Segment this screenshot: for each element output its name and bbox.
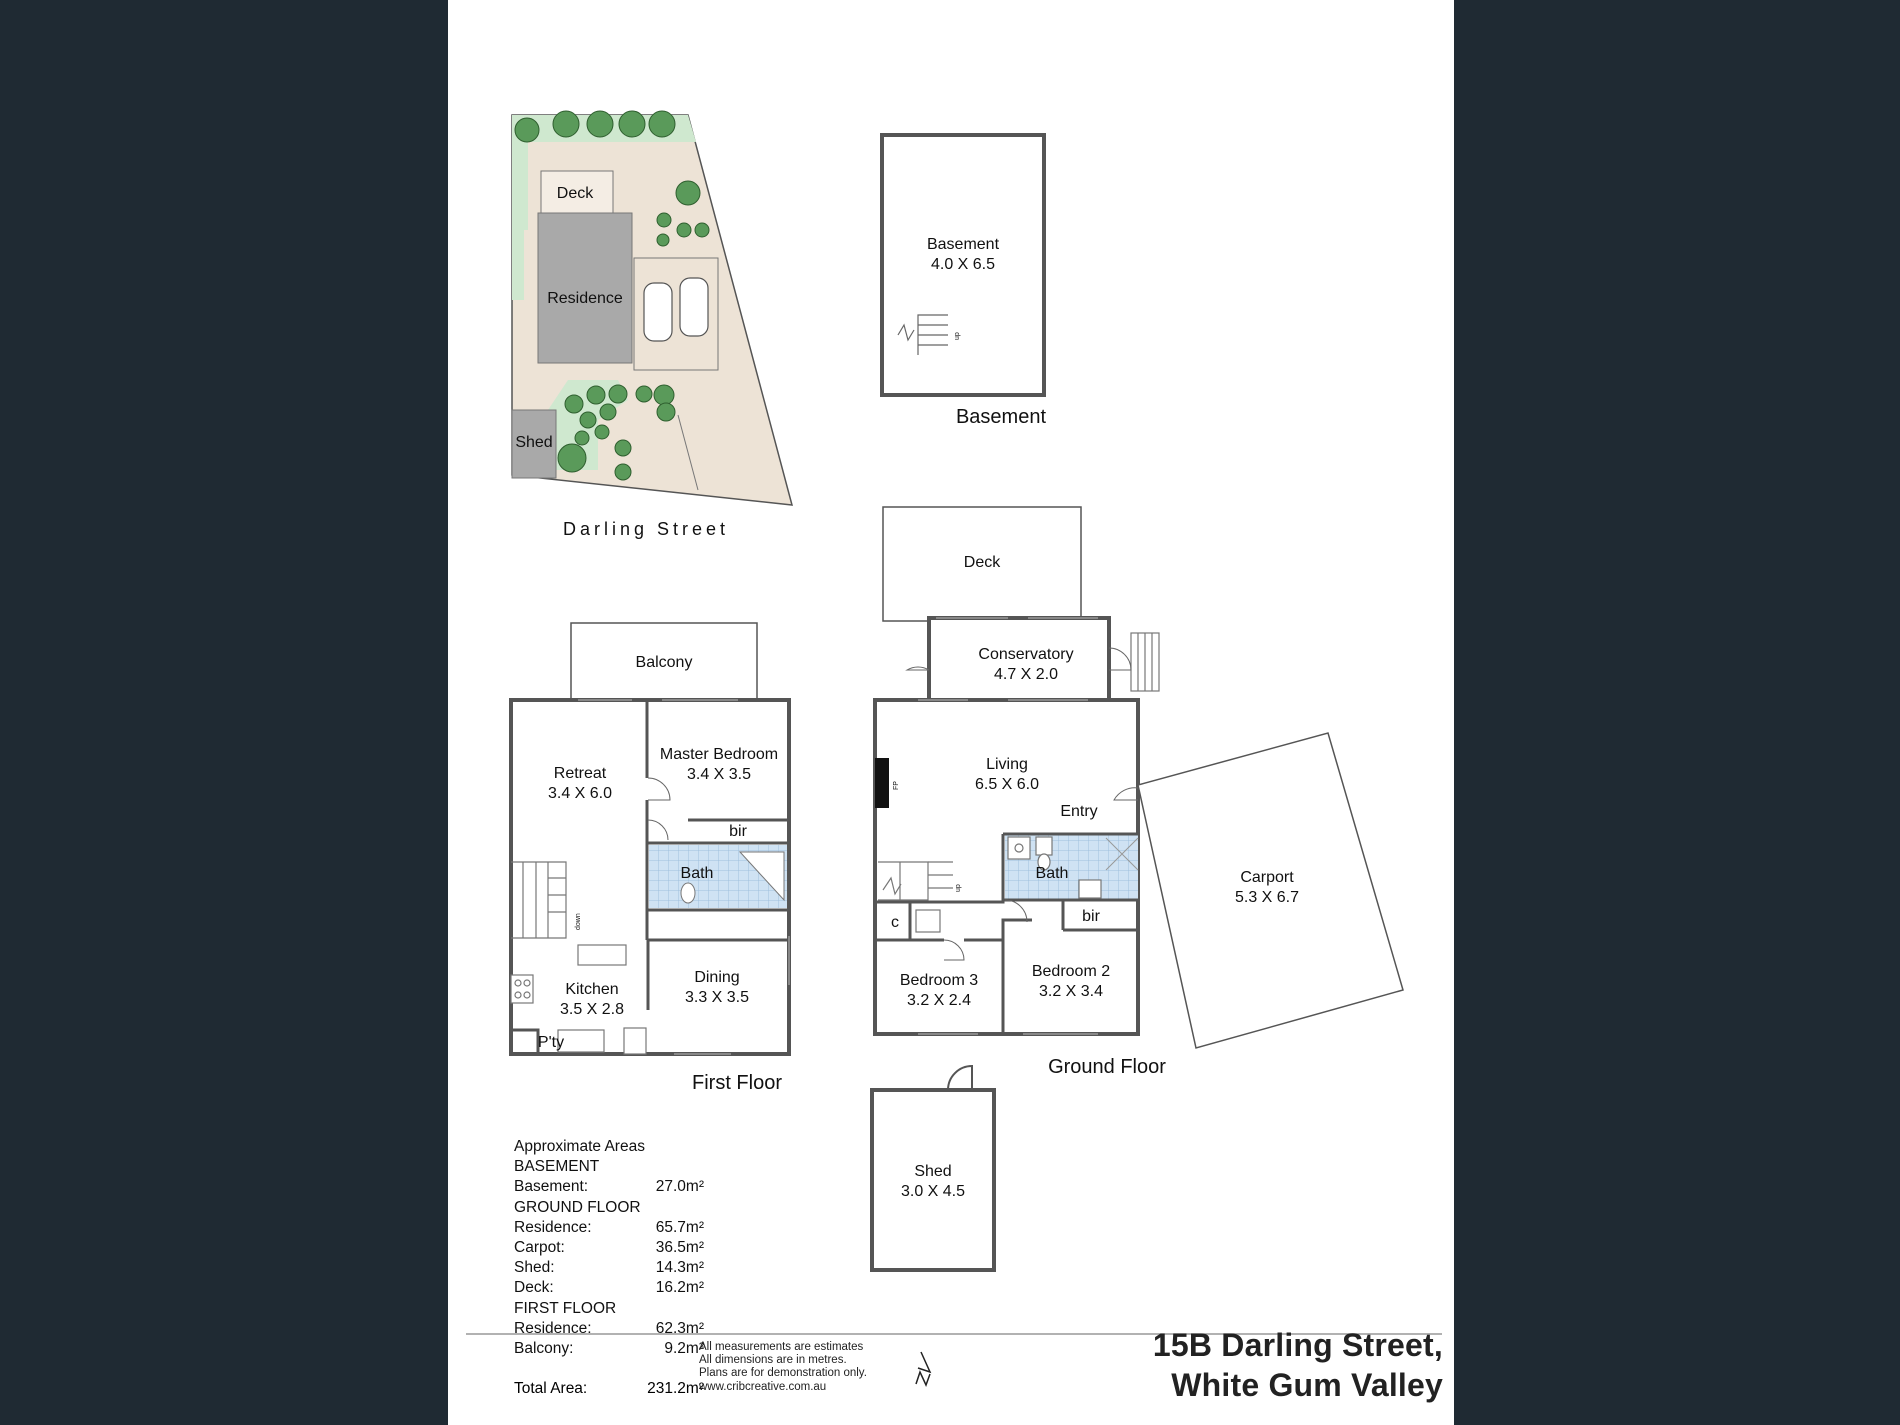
gf-shed-label: Shed: [914, 1163, 952, 1180]
fireplace: [875, 758, 889, 808]
gf-conservatory-dims: 4.7 X 2.0: [993, 666, 1059, 683]
area-label: Shed:: [514, 1259, 555, 1277]
ff-dining-label: Dining: [694, 969, 740, 986]
gf-bed2-label: Bedroom 2: [1031, 963, 1111, 980]
property-address: [1088, 1325, 1443, 1405]
ff-pantry-label: P'ty: [537, 1034, 565, 1051]
site-deck-label: Deck: [556, 185, 594, 202]
basement-stair-up-label: up: [954, 332, 961, 340]
area-value: 14.3m²: [655, 1259, 704, 1277]
ff-bath-label: Bath: [680, 865, 714, 882]
areas-row: [514, 1177, 704, 1197]
area-value: 27.0m²: [655, 1178, 704, 1196]
gf-stair-up-label: up: [955, 884, 962, 892]
gf-bed3-label: Bedroom 3: [899, 972, 979, 989]
floor-plan-sheet: [448, 0, 1454, 1425]
site-residence-label: Residence: [547, 290, 623, 307]
areas-first-heading: FIRST FLOOR: [514, 1299, 617, 1317]
gf-carport-dims: 5.3 X 6.7: [1234, 889, 1300, 906]
gf-bed2-dims: 3.2 X 3.4: [1038, 983, 1104, 1000]
gf-living-dims: 6.5 X 6.0: [974, 776, 1040, 793]
first-floor-caption: First Floor: [692, 1072, 782, 1094]
areas-row: [514, 1238, 704, 1258]
compass-icon: [916, 1352, 930, 1385]
ff-retreat-dims: 3.4 X 6.0: [547, 785, 613, 802]
ff-stair-down-label: down: [575, 913, 582, 930]
area-label: Balcony:: [514, 1340, 574, 1358]
ff-dining-dims: 3.3 X 3.5: [684, 989, 750, 1006]
area-value: 16.2m²: [655, 1279, 704, 1297]
disclaimer-line: All measurements are estimates: [699, 1341, 864, 1353]
gf-shed-dims: 3.0 X 4.5: [900, 1183, 966, 1200]
areas-total-row: [514, 1380, 704, 1398]
ff-master-label: Master Bedroom: [659, 746, 779, 763]
area-value: 65.7m²: [655, 1218, 704, 1236]
site-shed-label: Shed: [515, 434, 553, 451]
disclaimer-line: Plans are for demonstration only.: [699, 1367, 867, 1380]
area-label: Carpot:: [514, 1239, 565, 1257]
area-value: 36.5m²: [655, 1239, 704, 1257]
areas-basement-heading: BASEMENT: [514, 1158, 600, 1176]
areas-row: [514, 1278, 704, 1298]
gf-conservatory-label: Conservatory: [978, 646, 1074, 663]
gf-closet-label: c: [891, 914, 899, 931]
gf-carport-label: Carport: [1240, 869, 1294, 886]
basement-room-dims: 4.0 X 6.5: [930, 256, 996, 273]
gf-bed3-dims: 3.2 X 2.4: [906, 992, 972, 1009]
gf-bath-label: Bath: [1035, 865, 1069, 882]
areas-row: [514, 1339, 704, 1359]
gf-deck-label: Deck: [963, 554, 1001, 571]
disclaimer: [699, 1341, 899, 1394]
areas-row: [514, 1258, 704, 1278]
area-label: Residence:: [514, 1218, 592, 1236]
disclaimer-link[interactable]: www.cribcreative.com.au: [699, 1380, 827, 1393]
areas-table: [514, 1137, 704, 1359]
gf-steps: [1131, 633, 1159, 691]
address-line-2: White Gum Valley: [1171, 1367, 1443, 1403]
site-residence-roof: [538, 213, 632, 363]
gf-shed: [872, 1090, 994, 1270]
ground-floor-caption: Ground Floor: [1048, 1056, 1166, 1078]
areas-row: [514, 1319, 704, 1339]
disclaimer-line: All dimensions are in metres.: [699, 1354, 847, 1367]
ff-retreat-label: Retreat: [553, 765, 607, 782]
areas-heading: Approximate Areas: [514, 1138, 645, 1155]
area-label: Basement:: [514, 1178, 589, 1196]
area-value: 62.3m²: [655, 1319, 704, 1337]
ground-floor-plan: [872, 507, 1403, 1270]
ff-master-dims: 3.4 X 3.5: [686, 766, 752, 783]
ff-balcony-label: Balcony: [635, 654, 693, 671]
ff-bir-label: bir: [729, 823, 747, 840]
area-label: Residence:: [514, 1319, 592, 1337]
areas-row: [514, 1218, 704, 1238]
area-label: Deck:: [514, 1279, 554, 1297]
fireplace-label: FP: [893, 781, 900, 790]
gf-entry-label: Entry: [1060, 803, 1098, 820]
areas-ground-heading: GROUND FLOOR: [514, 1198, 641, 1216]
gf-bir-label: bir: [1082, 908, 1100, 925]
ff-kitchen-label: Kitchen: [565, 981, 619, 998]
site-plan: [512, 111, 792, 539]
basement-room-label: Basement: [926, 236, 1000, 253]
street-label: Darling Street: [562, 519, 730, 539]
garden-left: [512, 140, 524, 300]
total-value: 231.2m²: [647, 1380, 704, 1397]
basement-caption: Basement: [955, 406, 1047, 428]
area-value: 9.2m²: [664, 1340, 704, 1358]
ff-kitchen-dims: 3.5 X 2.8: [559, 1001, 625, 1018]
total-label: Total Area:: [514, 1380, 588, 1397]
address-line-1: 15B Darling Street,: [1152, 1327, 1443, 1363]
gf-living-label: Living: [986, 756, 1028, 773]
